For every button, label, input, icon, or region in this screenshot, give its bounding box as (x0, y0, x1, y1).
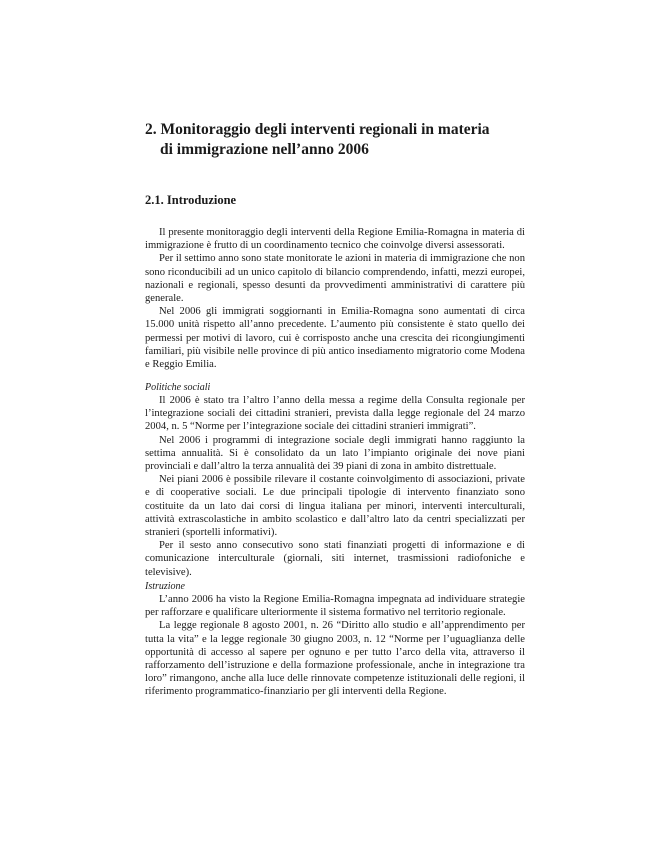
chapter-title (145, 120, 545, 160)
politiche-paragraph-3: Nei piani 2006 è possibile rilevare il costante coinvolgimento di associazioni, private e di cooperative sociali. Le due principali tipologie di intervento finanziato sono costituite da un lato dai corsi di lingua italiana per minori, interventi interculturali, attività extrascolastiche in ambito scolastico e dall’altro lato da centri specializzati per stranieri (sportelli informativi). (145, 474, 525, 539)
chapter-title-line-2: di immigrazione nell’anno 2006 (160, 141, 369, 158)
istruzione-paragraph-1: L’anno 2006 ha visto la Regione Emilia-Romagna impegnata ad individuare strategie per rafforzare e qualificare ulteriormente il sistema formativo nel territorio regionale. (145, 594, 525, 619)
politiche-paragraph-2: Nel 2006 i programmi di integrazione sociale degli immigrati hanno raggiunto la settima annualità. Si è consolidato da un lato l’impianto originale dei nove piani provinciali e dall’altro la terza annualità dei 39 piani di zona in ambito distrettuale. (145, 434, 525, 473)
intro-paragraph-3: Nel 2006 gli immigrati soggiornanti in Emilia-Romagna sono aumentati di circa 15.000 unità rispetto all’anno precedente. L’aumento più consistente è stato quello dei permessi per motivi di lavoro, cui è corrisposto anche una crescita dei ricongiungimenti familiari, più visibile nelle province di più antico insediamento migratorio come Modena e Reggio Emilia. (145, 306, 525, 371)
section-title: 2.1. Introduzione (145, 193, 237, 207)
istruzione-section (145, 580, 525, 699)
istruzione-paragraph-2: La legge regionale 8 agosto 2001, n. 26 “Diritto allo studio e all’apprendimento per tutta la vita” e la legge regionale 30 giugno 2003, n. 12 “Norme per l’uguaglianza delle opportunità di accesso al sapere per ognuno e per tutto l’arco della vita, attraverso il rafforzamento dell’istruzione e della formazione professionale, anche in integrazione tra loro” rimangono, anche alla luce delle rinnovate competenze istituzionali delle regioni, il riferimento programmatico-finanziario per gli interventi della Regione. (145, 620, 525, 698)
intro-section (145, 226, 525, 371)
istruzione-heading: Istruzione (145, 581, 185, 592)
politiche-section (145, 381, 525, 579)
politiche-heading: Politiche sociali (145, 382, 211, 393)
intro-paragraph-1: Il presente monitoraggio degli interventi della Regione Emilia-Romagna in materia di immigrazione è frutto di un coordinamento tecnico che coinvolge diversi assessorati. (145, 227, 525, 252)
politiche-paragraph-4: Per il sesto anno consecutivo sono stati finanziati progetti di informazione e di comunicazione interculturale (giornali, siti internet, trasmissioni radiofoniche e televisive). (145, 540, 525, 578)
politiche-paragraph-1: Il 2006 è stato tra l’altro l’anno della messa a regime della Consulta regionale per l’integrazione sociali dei cittadini stranieri, prevista dalla legge regionale del 24 marzo 2004, n. 5 “Norme per l’integrazione sociale dei cittadini stranieri immigrati”. (145, 395, 525, 433)
intro-paragraph-2: Per il settimo anno sono state monitorate le azioni in materia di immigrazione che non sono riconducibili ad un unico capitolo di bilancio comprendendo, infatti, mezzi europei, nazionali e regionali, spesso desunti da provvedimenti amministrativi di carattere più generale. (145, 253, 525, 305)
chapter-title-line-1: 2. Monitoraggio degli interventi regionali in materia (145, 121, 490, 138)
